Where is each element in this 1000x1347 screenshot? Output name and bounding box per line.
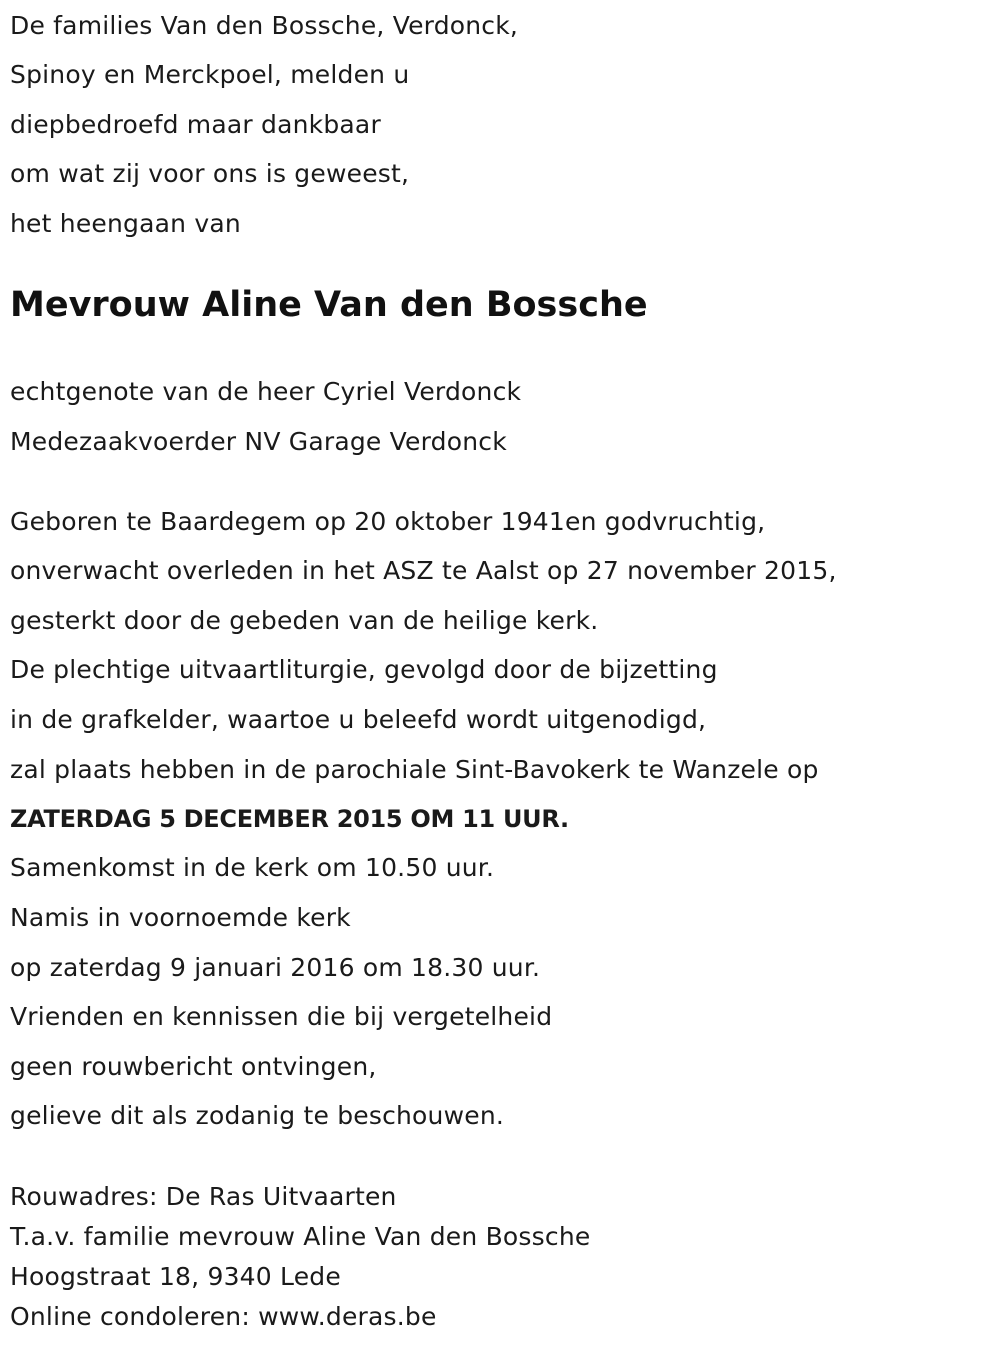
intro-line: Spinoy en Merckpoel, melden u: [10, 60, 410, 89]
funeral-date: ZATERDAG 5 DECEMBER 2015 OM 11 UUR.: [10, 805, 569, 833]
intro-line: het heengaan van: [10, 209, 241, 238]
address-line: T.a.v. familie mevrouw Aline Van den Bossche: [10, 1222, 591, 1251]
after-line: Vrienden en kennissen die bij vergetelheid: [10, 1002, 553, 1031]
body-line: onverwacht overleden in het ASZ te Aalst op 27 november 2015,: [10, 556, 837, 585]
role-line: echtgenote van de heer Cyriel Verdonck: [10, 377, 522, 406]
after-line: gelieve dit als zodanig te beschouwen.: [10, 1101, 505, 1130]
after-line: Samenkomst in de kerk om 10.50 uur.: [10, 853, 495, 882]
deceased-name: Mevrouw Aline Van den Bossche: [10, 285, 648, 325]
body-line: zal plaats hebben in de parochiale Sint-Bavokerk te Wanzele op: [10, 755, 819, 784]
address-line: Hoogstraat 18, 9340 Lede: [10, 1262, 341, 1291]
body-line: in de grafkelder, waartoe u beleefd wordt uitgenodigd,: [10, 705, 707, 734]
after-line: op zaterdag 9 januari 2016 om 18.30 uur.: [10, 953, 541, 982]
after-line: geen rouwbericht ontvingen,: [10, 1052, 377, 1081]
intro-line: De families Van den Bossche, Verdonck,: [10, 11, 519, 40]
role-line: Medezaakvoerder NV Garage Verdonck: [10, 427, 507, 456]
intro-line: diepbedroefd maar dankbaar: [10, 110, 381, 139]
body-line: De plechtige uitvaartliturgie, gevolgd door de bijzetting: [10, 655, 718, 684]
body-line: gesterkt door de gebeden van de heilige kerk.: [10, 606, 599, 635]
condolence-link[interactable]: Online condoleren: www.deras.be: [10, 1302, 437, 1331]
body-line: Geboren te Baardegem op 20 oktober 1941en godvruchtig,: [10, 507, 766, 536]
intro-line: om wat zij voor ons is geweest,: [10, 159, 410, 188]
after-line: Namis in voornoemde kerk: [10, 903, 351, 932]
address-line: Rouwadres: De Ras Uitvaarten: [10, 1182, 397, 1211]
